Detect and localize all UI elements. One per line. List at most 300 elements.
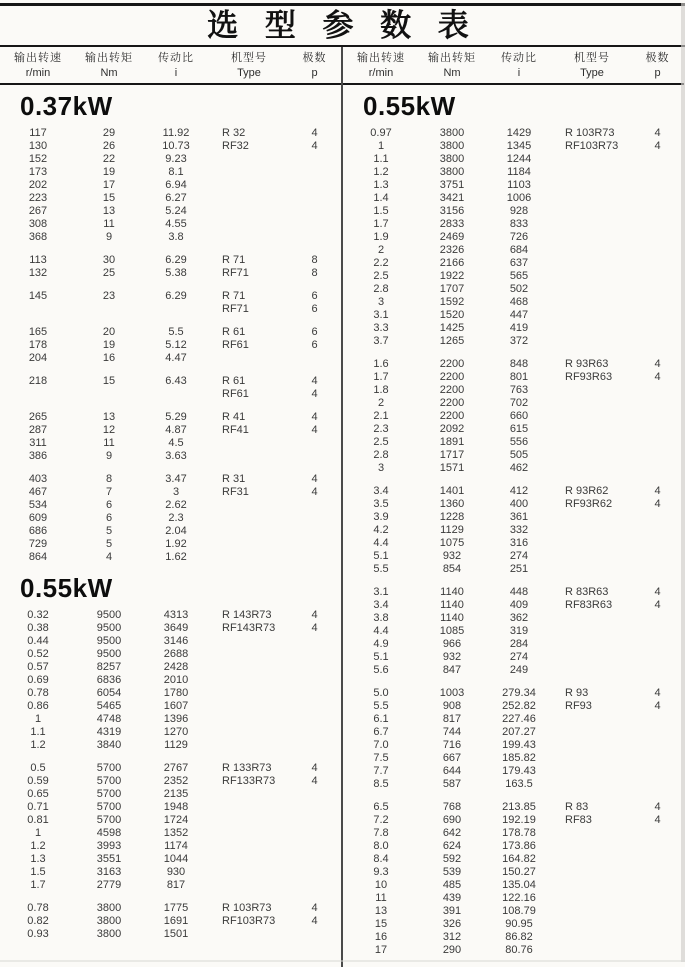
torque-cell [76,388,142,401]
speed-cell: 5.1 [373,651,389,663]
speed-cell: 4.4 [373,625,389,637]
poles-cell: 4 [654,371,661,383]
column-header-speed [343,51,419,80]
poles-cell: 4 [311,609,318,621]
table-row [343,752,684,765]
torque-cell: 5700 [96,788,122,800]
table-row [343,283,684,296]
speed-cell: 4.2 [373,524,389,536]
ratio-cell: 3.8 [168,231,184,243]
type-cell [553,462,631,475]
type-cell [553,752,631,765]
type-cell [210,801,288,814]
type-cell [210,661,288,674]
speed-cell: 11 [375,892,387,904]
table-row [0,840,341,853]
type-cell [210,538,288,551]
ratio-cell: 213.85 [502,801,536,813]
torque-cell: 4 [105,551,113,563]
speed-cell: 2 [377,244,385,256]
type-cell [553,205,631,218]
speed-cell: 117 [29,127,47,139]
speed-cell: 165 [28,326,48,338]
speed-cell: 1.5 [30,866,46,878]
ratio-cell: 1.92 [165,538,187,550]
ratio-cell: 2767 [163,762,189,774]
type-cell: RF61 [222,388,249,400]
torque-cell: 16 [102,352,116,364]
ratio-cell: 4313 [163,609,189,621]
speed-cell: 0.71 [27,801,49,813]
ratio-cell: 556 [509,436,529,448]
speed-cell: 729 [28,538,48,550]
poles-cell [631,384,684,397]
ratio-cell: 86.82 [505,931,533,943]
torque-cell: 2326 [439,244,465,256]
torque-cell: 1520 [439,309,465,321]
type-cell: RF41 [222,424,249,436]
speed-cell: 0.97 [370,127,392,139]
ratio-cell: 409 [509,599,529,611]
ratio-cell: 1.62 [165,551,187,563]
table-row [343,192,684,205]
poles-cell [631,638,684,651]
poles-cell [288,166,341,179]
ratio-cell: 505 [509,449,529,461]
poles-cell [288,801,341,814]
table-row [343,687,684,700]
speed-cell: 17 [374,944,388,956]
table-row [0,538,341,551]
ratio-cell: 5.24 [165,205,187,217]
torque-cell: 2200 [439,384,465,396]
ratio-cell: 192.19 [502,814,536,826]
table-row [0,166,341,179]
ratio-cell: 1174 [164,840,188,852]
speed-cell: 0.59 [27,775,49,787]
poles-cell [631,944,684,957]
poles-cell [288,352,341,365]
table-row [0,788,341,801]
table-row [0,218,341,231]
torque-cell: 6054 [96,687,122,699]
speed-cell: 1.3 [373,179,389,191]
poles-cell [631,179,684,192]
torque-cell: 6836 [96,674,122,686]
torque-cell: 3156 [439,205,465,217]
speed-cell: 6.7 [373,726,389,738]
ratio-cell: 5.5 [168,326,184,338]
type-cell: RF103R73 [222,915,276,927]
torque-cell: 2200 [439,358,465,370]
document-page [0,3,685,962]
data-block [343,801,684,957]
speed-cell: 5.1 [373,550,389,562]
column-header-label: 输出转矩 [428,52,476,64]
ratio-cell: 1724 [163,814,189,826]
data-block [343,358,684,475]
type-cell: R 103R73 [565,127,615,139]
poles-cell: 4 [654,485,661,497]
ratio-cell: 178.78 [502,827,536,839]
type-cell [553,765,631,778]
table-row [0,866,341,879]
type-cell [553,283,631,296]
ratio-cell: 316 [509,537,529,549]
torque-cell: 2200 [439,410,465,422]
ratio-cell: 108.79 [502,905,536,917]
poles-cell [288,788,341,801]
type-cell [553,879,631,892]
left-half [0,47,341,967]
data-block [0,127,341,244]
ratio-cell: 372 [509,335,529,347]
torque-cell: 5700 [96,775,122,787]
speed-cell: 609 [28,512,48,524]
torque-cell: 1891 [439,436,465,448]
type-cell [553,309,631,322]
speed-cell: 0.82 [27,915,49,927]
poles-cell [288,687,341,700]
data-block [0,254,341,280]
torque-cell: 11 [103,437,115,449]
torque-cell: 1075 [439,537,465,549]
type-cell [553,449,631,462]
data-block [0,411,341,463]
type-cell [553,612,631,625]
type-cell: RF143R73 [222,622,276,634]
speed-cell: 2.8 [373,449,389,461]
ratio-cell: 1103 [507,179,531,191]
poles-cell [288,700,341,713]
poles-cell [288,827,341,840]
torque-cell: 5465 [96,700,122,712]
type-cell [553,625,631,638]
type-cell: R 133R73 [222,762,272,774]
data-block [0,902,341,941]
torque-cell: 485 [442,879,462,891]
table-row [343,638,684,651]
torque-cell [76,303,142,316]
table-row [0,687,341,700]
torque-cell: 8 [105,473,113,485]
speed-cell [0,388,76,401]
type-cell: R 143R73 [222,609,272,621]
torque-cell: 22 [102,153,116,165]
type-cell: R 32 [222,127,246,139]
column-header-label: 极数 [645,52,670,64]
torque-cell: 592 [442,853,462,865]
torque-cell: 25 [102,267,116,279]
poles-cell [288,525,341,538]
speed-cell: 1.2 [373,166,389,178]
torque-cell: 2200 [439,397,465,409]
data-block [0,290,341,316]
torque-cell: 587 [442,778,462,790]
type-cell [553,892,631,905]
ratio-cell: 163.5 [505,778,533,790]
column-header-torque [419,51,485,80]
ratio-cell: 4.55 [165,218,187,230]
ratio-cell: 207.27 [502,726,536,738]
type-cell [553,638,631,651]
data-block [343,687,684,791]
ratio-cell: 6.43 [165,375,187,387]
table-row [343,153,684,166]
ratio-cell: 1352 [163,827,189,839]
torque-cell: 3751 [439,179,465,191]
poles-cell [288,192,341,205]
type-cell: RF93R62 [565,498,613,510]
ratio-cell: 3649 [163,622,189,634]
type-cell [210,879,288,892]
poles-cell [288,538,341,551]
ratio-cell: 462 [509,462,529,474]
speed-cell: 1.3 [30,853,46,865]
type-cell [210,179,288,192]
table-row [343,814,684,827]
table-row [343,765,684,778]
ratio-cell: 1006 [506,192,532,204]
torque-cell: 5 [105,538,113,550]
torque-cell: 744 [442,726,462,738]
torque-cell: 1228 [439,511,465,523]
column-header-label: 传动比 [158,52,194,64]
poles-cell [288,713,341,726]
type-cell [210,231,288,244]
torque-cell: 26 [102,140,116,152]
type-cell [553,322,631,335]
type-cell [553,827,631,840]
speed-cell: 130 [28,140,48,152]
torque-cell: 439 [442,892,462,904]
column-header-speed [0,51,76,80]
poles-cell [631,537,684,550]
type-cell: R 71 [222,254,246,266]
ratio-cell: 1607 [163,700,189,712]
torque-cell: 1140 [440,612,464,624]
column-header-torque [76,51,142,80]
table-row [343,436,684,449]
poles-cell [288,879,341,892]
column-header-unit: r/min [25,67,51,79]
torque-cell: 23 [102,290,116,302]
table-row [343,599,684,612]
speed-cell: 4.4 [373,537,389,549]
table-row [343,944,684,957]
poles-cell: 4 [311,140,318,152]
type-cell [210,525,288,538]
poles-cell [631,410,684,423]
table-row [343,905,684,918]
torque-cell: 2469 [439,231,465,243]
torque-cell: 5 [105,525,113,537]
table-row [343,244,684,257]
type-cell [210,674,288,687]
poles-cell [631,778,684,791]
speed-cell: 223 [28,192,48,204]
ratio-cell: 763 [509,384,529,396]
type-cell [553,423,631,436]
table-row [343,270,684,283]
ratio-cell: 833 [509,218,529,230]
table-row [343,384,684,397]
torque-cell: 624 [442,840,462,852]
type-cell [553,436,631,449]
ratio-cell: 11.92 [162,127,190,139]
poles-cell [631,892,684,905]
speed-cell: 1.7 [373,218,389,230]
speed-cell: 864 [28,551,48,563]
table-row [0,648,341,661]
table-row [0,700,341,713]
table-row [343,664,684,677]
ratio-cell: 1948 [163,801,189,813]
speed-cell: 204 [28,352,48,364]
speed-cell: 0.65 [27,788,49,800]
speed-cell: 1.2 [30,739,46,751]
table-row [0,303,341,316]
speed-cell: 13 [374,905,388,917]
table-row [0,762,341,775]
type-cell [210,928,288,941]
ratio-cell: 5.38 [165,267,187,279]
table-row [343,257,684,270]
torque-cell: 5700 [96,801,122,813]
ratio-cell: 227.46 [502,713,536,725]
type-cell [553,944,631,957]
ratio-cell: 362 [509,612,529,624]
table-row [343,322,684,335]
speed-cell: 2.5 [373,270,389,282]
table-row [0,499,341,512]
table-row [0,205,341,218]
torque-cell: 7 [105,486,113,498]
torque-cell: 6 [105,499,113,511]
ratio-cell: 660 [509,410,529,422]
torque-cell: 11 [103,218,115,230]
speed-cell: 1.2 [30,840,46,852]
table-content [0,47,685,967]
poles-cell: 4 [654,127,661,139]
speed-cell: 3.9 [373,511,389,523]
torque-cell: 854 [442,563,462,575]
ratio-cell: 179.43 [502,765,536,777]
poles-cell [288,450,341,463]
speed-cell: 403 [28,473,48,485]
poles-cell [288,674,341,687]
torque-cell: 391 [442,905,462,917]
poles-cell [631,625,684,638]
poles-cell [288,179,341,192]
torque-cell: 19 [102,339,116,351]
poles-cell [631,524,684,537]
type-cell [553,651,631,664]
ratio-cell: 135.04 [502,879,536,891]
ratio-cell: 332 [509,524,529,536]
table-row [0,814,341,827]
poles-cell: 6 [311,339,318,351]
torque-cell: 2779 [96,879,122,891]
ratio-cell: 412 [509,485,529,497]
table-row [0,231,341,244]
poles-cell [631,257,684,270]
poles-cell: 6 [311,290,318,302]
type-cell: R 93R62 [565,485,609,497]
speed-cell: 2.8 [373,283,389,295]
ratio-cell: 6.29 [165,254,187,266]
torque-cell: 3800 [96,902,122,914]
ratio-cell: 80.76 [505,944,533,956]
type-cell: R 61 [222,375,246,387]
speed-cell: 0.38 [27,622,49,634]
speed-cell: 7.8 [373,827,389,839]
table-row [0,512,341,525]
type-cell [210,853,288,866]
speed-cell: 534 [28,499,48,511]
ratio-cell: 930 [166,866,186,878]
ratio-cell: 3.63 [165,450,187,462]
type-cell [553,231,631,244]
type-cell [553,563,631,576]
torque-cell: 1592 [439,296,465,308]
table-row [0,879,341,892]
speed-cell: 0.32 [27,609,49,621]
torque-cell: 817 [442,713,462,725]
speed-cell: 311 [29,437,47,449]
poles-cell [288,928,341,941]
type-cell: RF71 [222,303,249,315]
speed-cell: 16 [374,931,388,943]
type-cell: RF71 [222,267,249,279]
torque-cell: 1922 [439,270,465,282]
table-row [0,437,341,450]
torque-cell: 1140 [440,599,464,611]
table-row [343,166,684,179]
torque-cell: 326 [442,918,462,930]
speed-cell: 7.2 [373,814,389,826]
poles-cell: 4 [654,814,661,826]
speed-cell: 3.4 [373,485,389,497]
poles-cell: 4 [311,762,318,774]
speed-cell: 173 [28,166,48,178]
poles-cell [631,879,684,892]
torque-cell: 9 [105,231,113,243]
torque-cell: 908 [442,700,462,712]
torque-cell: 9500 [96,609,122,621]
speed-cell: 15 [374,918,388,930]
torque-cell: 847 [442,664,462,676]
poles-cell [288,648,341,661]
ratio-cell: 10.73 [162,140,190,152]
poles-cell [631,449,684,462]
type-cell [210,840,288,853]
type-cell: R 83 [565,801,589,813]
torque-cell: 1717 [439,449,465,461]
table-row [0,267,341,280]
poles-cell: 4 [311,375,318,387]
type-cell: R 31 [222,473,246,485]
torque-cell: 290 [442,944,462,956]
poles-cell [631,436,684,449]
table-row [0,622,341,635]
speed-cell: 2 [377,397,385,409]
poles-cell: 4 [654,586,661,598]
speed-cell: 202 [28,179,48,191]
data-block [343,127,684,348]
poles-cell [288,205,341,218]
ratio-cell: 249 [509,664,529,676]
